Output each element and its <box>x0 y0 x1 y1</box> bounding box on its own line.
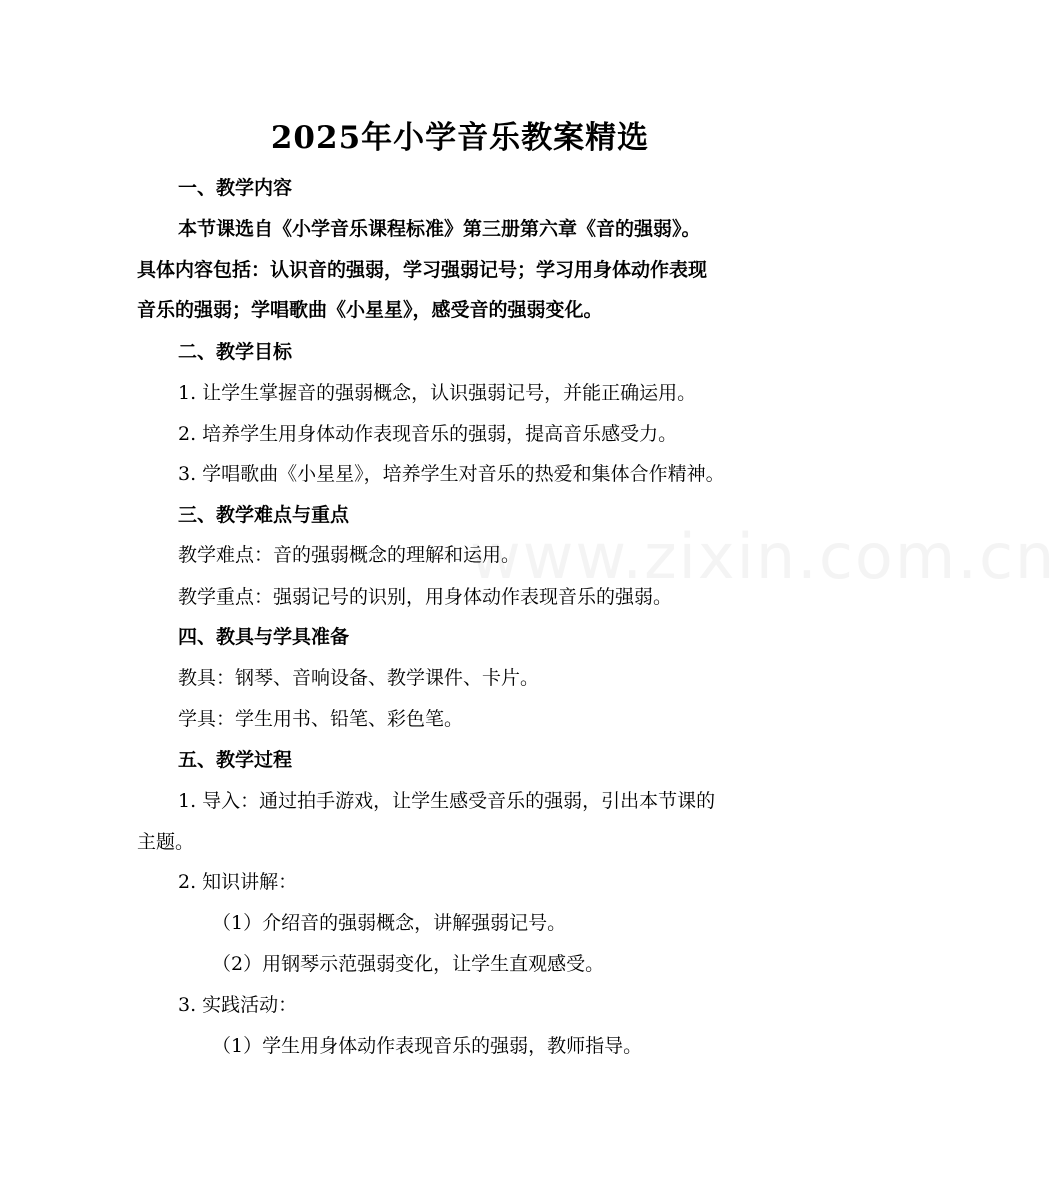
section-heading-objectives: 二、教学目标 <box>178 341 293 363</box>
objective-item-2: 2. 培养学生用身体动作表现音乐的强弱，提高音乐感受力。 <box>178 423 678 445</box>
document-title: 2025年小学音乐教案精选 <box>270 120 650 156</box>
process-item-3-sub-1: （1）学生用身体动作表现音乐的强弱，教师指导。 <box>212 1035 643 1057</box>
student-materials-line: 学具：学生用书、铅笔、彩色笔。 <box>178 708 464 730</box>
objective-item-3: 3. 学唱歌曲《小星星》，培养学生对音乐的热爱和集体合作精神。 <box>178 463 725 485</box>
section-heading-difficulties: 三、教学难点与重点 <box>178 504 350 526</box>
section-heading-content: 一、教学内容 <box>178 177 293 199</box>
objective-item-1: 1. 让学生掌握音的强弱概念，认识强弱记号，并能正确运用。 <box>178 382 697 404</box>
process-item-2-sub-2: （2）用钢琴示范强弱变化，让学生直观感受。 <box>212 953 605 975</box>
process-item-3: 3. 实践活动： <box>178 994 298 1016</box>
process-item-1-line-1: 1. 导入：通过拍手游戏，让学生感受音乐的强弱，引出本节课的 <box>178 790 716 812</box>
key-point-line: 教学重点：强弱记号的识别，用身体动作表现音乐的强弱。 <box>178 586 673 608</box>
content-paragraph-line-1: 本节课选自《小学音乐课程标准》第三册第六章《音的强弱》。 <box>178 218 701 240</box>
watermark: www.zixin.com.cn <box>470 520 1056 593</box>
teacher-materials-line: 教具：钢琴、音响设备、教学课件、卡片。 <box>178 667 540 689</box>
process-item-2-sub-1: （1）介绍音的强弱概念，讲解强弱记号。 <box>212 912 567 934</box>
process-item-1-line-2: 主题。 <box>137 831 195 853</box>
difficulty-line: 教学难点：音的强弱概念的理解和运用。 <box>178 544 521 566</box>
content-paragraph-line-2: 具体内容包括：认识音的强弱，学习强弱记号；学习用身体动作表现 <box>137 259 708 281</box>
section-heading-process: 五、教学过程 <box>178 749 293 771</box>
section-heading-materials: 四、教具与学具准备 <box>178 626 350 648</box>
content-paragraph-line-3: 音乐的强弱；学唱歌曲《小星星》，感受音的强弱变化。 <box>137 299 603 321</box>
process-item-2: 2. 知识讲解： <box>178 871 298 893</box>
